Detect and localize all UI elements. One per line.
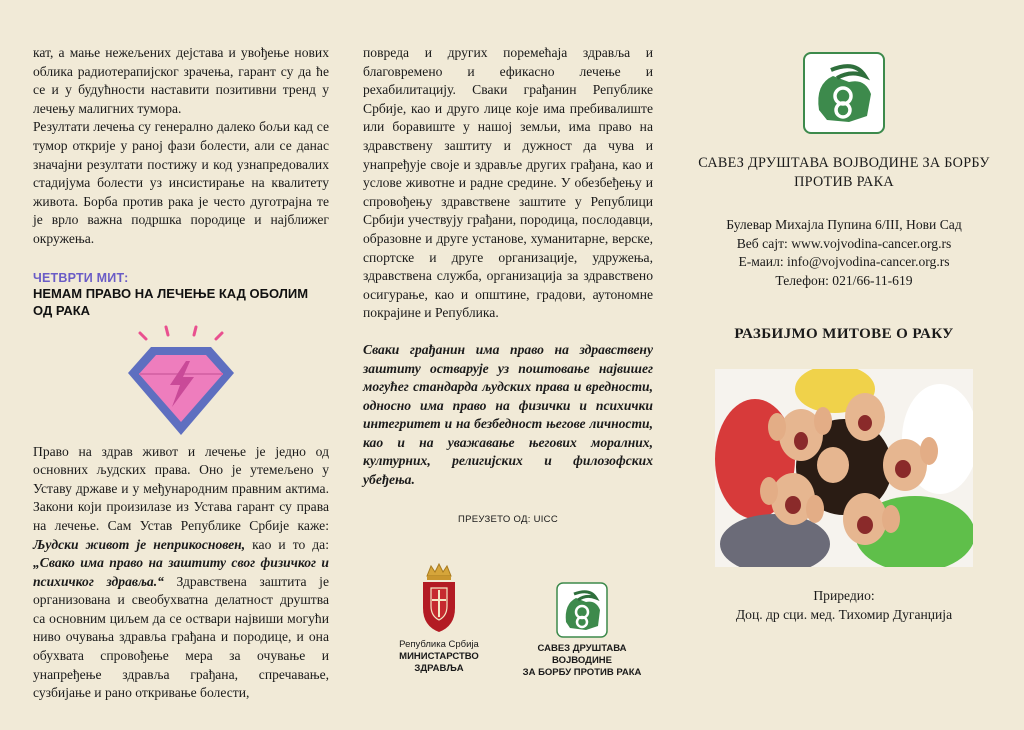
ministry-country: Република Србија — [399, 639, 479, 650]
partner-logos — [363, 560, 653, 680]
quote-citizen-rights: Сваки грађанин има право на здравствену заштиту остварује уз поштовање највишег могућег стандарда људских права и вредности, односно има право на физички и психички интегритет и на безбедност његове личности, као и на уважавање његових моралних, културних, религијских и филозофских убеђења. — [363, 341, 653, 488]
association-logo — [513, 582, 651, 679]
diamond-illustration — [33, 325, 329, 443]
prepared-label: Приредио: — [813, 588, 875, 604]
group-of-people-shouting-image — [715, 369, 973, 567]
association-main-logo — [803, 52, 885, 134]
constitution-quote-2: „Свако има право на заштиту свог физичког и психичког здравља.“ — [33, 555, 329, 589]
diamond-icon — [106, 325, 256, 443]
column-cover — [690, 44, 998, 625]
paragraph-right-to-treatment — [33, 443, 329, 703]
website[interactable]: Веб сајт: www.vojvodina-cancer.org.rs — [736, 235, 952, 251]
prepared-by — [690, 587, 998, 624]
paragraph-treatment-trend: кат, а мање нежељених дејстава и увођење нових облика радиотерапијског зрачења, гарант су да ће се и у будућности наставити позитивни тренд у лечењу малигних тумора. — [33, 45, 329, 116]
association-main-emblem-icon — [805, 54, 883, 132]
brochure-title: РАЗБИЈМО МИТОВЕ О РАКУ — [734, 326, 954, 343]
serbian-coat-of-arms-icon — [419, 562, 459, 634]
body-mid: као и то да: — [245, 536, 329, 552]
ministry-logo — [377, 562, 501, 675]
myth-title: НЕМАМ ПРАВО НА ЛЕЧЕЊЕ КАД ОБОЛИМ ОД РАКА — [33, 285, 309, 318]
source-note: ПРЕУЗЕТО ОД: UICC — [457, 513, 559, 525]
address: Булевар Михајла Пупина 6/III, Нови Сад — [726, 217, 962, 232]
organization-name-line-2: ПРОТИВ РАКА — [794, 174, 894, 190]
phone: Телефон: 021/66-11-619 — [775, 272, 913, 288]
association-line-1: САВЕЗ ДРУШТАВА ВОЈВОДИНЕ — [537, 643, 627, 666]
association-line-2: ЗА БОРБУ ПРОТИВ РАКА — [522, 667, 642, 678]
organization-name — [690, 154, 998, 192]
paragraph-results: Резултати лечења су генерално далеко бољи кад се тумор открије у раној фази болести, али се данас значајни резултати постижу и код узнапредовалих стадијума болести уз инсистирање на квалитету живота. Борба против рака је често дуготрајна те је врло важна подршка породице и најближег окружења. — [33, 119, 329, 246]
cover-photo — [715, 369, 973, 567]
email[interactable]: Е-маил: info@vojvodina-cancer.org.rs — [738, 254, 950, 270]
body-intro: Право на здрав живот и лечење је једно од основних људских права. Оно је утемељено у Уставу државе и у међународним правним актима. Закони који произилазе из Устава гарант су права на лечење. Сам Устав Републике Србије каже: — [33, 443, 329, 533]
body-rest: Здравствена заштита је организована и свеобухватна делатност друштва са основним циљем да се оствари највиши могући ниво очувања здравља грађана и породице, и она обухвата спровођење мера за очување и унапређење здравља грађана, спречавање, сузбијање и рано откривање болести, — [33, 573, 329, 701]
constitution-quote-1: Људски живот је неприкосновен, — [33, 536, 246, 552]
organization-name-line-1: САВЕЗ ДРУШТАВА ВОЈВОДИНЕ ЗА БОРБУ — [698, 155, 990, 171]
paragraph-health-protection: повреда и других поремећаја здравља и благовремено и ефикасно лечење и рехабилитацију. Сваки грађанин Републике Србије, као и друго лице које има пребивалиште или боравиште у нашој земљи, има право на здравствену заштиту и дужност да чува и унапређује своје и здравље других грађана, као и услове животне и радне средине. У обезбеђењу и спровођењу здравствене заштите у Републици Србији учествују грађани, породица, послодавци, образовне и друге установе, хуманитарне, верске, спортске и друге организације, удружења, здравствена служба, организација за здравствено осигурање, као и општине, градови, аутономне покрајине и Република. — [363, 45, 653, 321]
ministry-name: МИНИСТАРСТВО ЗДРАВЉА — [399, 651, 479, 674]
association-emblem-icon — [556, 582, 608, 638]
contact-info — [690, 216, 998, 290]
prepared-name: Доц. др сци. мед. Тихомир Дуганџија — [735, 606, 953, 622]
column-middle — [363, 44, 653, 525]
myth-label: ЧЕТВРТИ МИТ: — [33, 270, 129, 285]
column-left — [33, 44, 329, 703]
